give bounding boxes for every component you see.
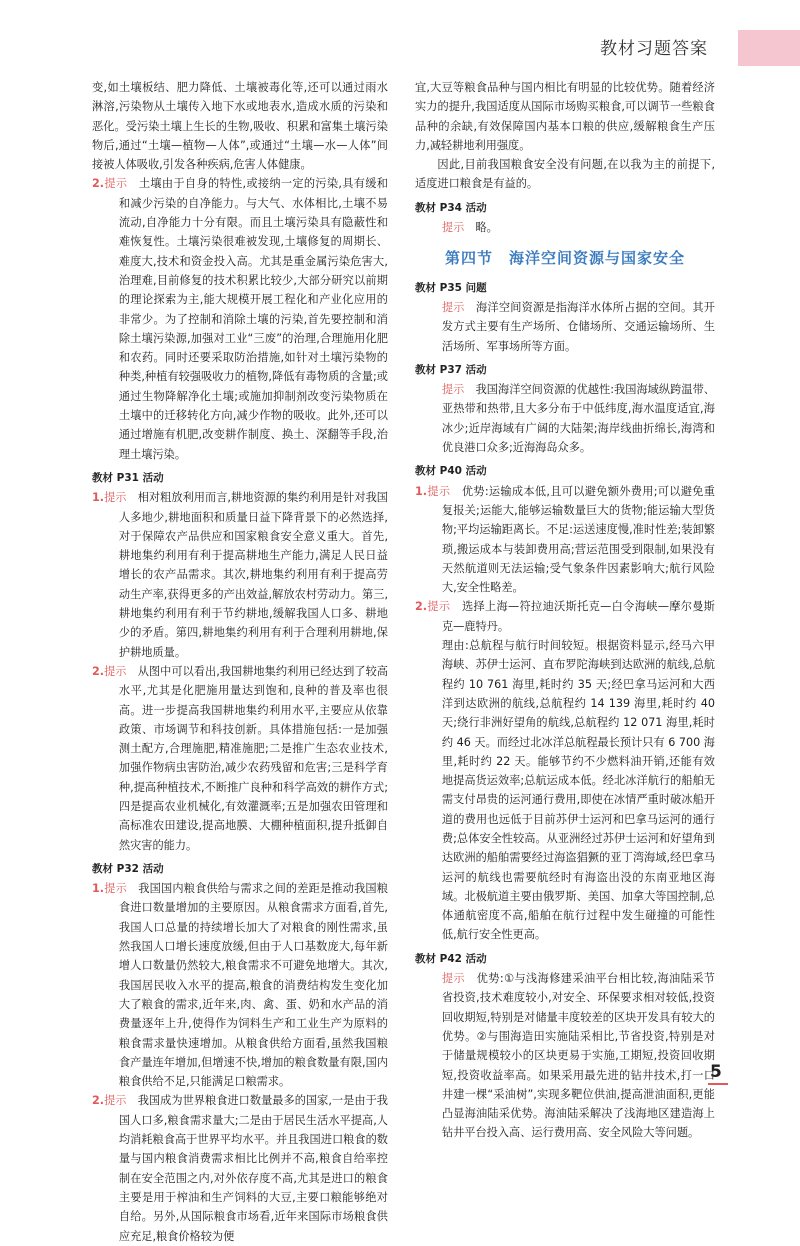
tip-label: 提示 — [427, 484, 451, 498]
tip-label: 提示 — [104, 1094, 127, 1108]
paragraph: 宜,大豆等粮食品种与国内相比有明显的比较优势。随着经济实力的提升,我国适度从国际市场购买粮食,可以调节一些粮食品种的余缺,有效保障国内基本口粮的供应,缓解粮食生产压力,减轻耕地利用强度。 — [415, 81, 715, 152]
section-heading: 教材 P35 问题 — [415, 281, 487, 294]
tip-label: 提示 — [441, 383, 465, 397]
answer-item — [415, 597, 715, 636]
answer-item — [415, 298, 715, 356]
section-heading: 教材 P37 活动 — [415, 363, 487, 376]
tip-label: 提示 — [441, 221, 465, 235]
answer-text: 土壤由于自身的特性,或接纳一定的污染,具有缓和和减少污染的自净能力。与大气、水体相比,土壤不易流动,自净能力十分有限。而且土壤污染具有隐蔽性和难恢复性。土壤污染很难被发现,土壤修复的周期长、难度大,技术和资金投入高。尤其是重金属污染危害大,治理难,目前修复的技术积累比较少,大部分研究以前期的理论探索为主,能大规模开展工程化和产业化应用的非常少。为了控制和消除土壤的污染,首先要控制和消除土壤污染源,加强对工业“三废”的治理,合理施用化肥和农药。同时还要采取防治措施,如针对土壤污染物的种类,种植有较强吸收力的植物,降低有毒物质的含量;或通过生物降解净化土壤;或施加抑制剂改变污染物质在土壤中的迁移转化方向,减少作物的吸收。此外,还可以通过增施有机肥,改变耕作制度、换土、深翻等手段,治理土壤污染。 — [118, 177, 388, 461]
left-column — [92, 78, 388, 1246]
item-number: 1. — [415, 484, 428, 498]
item-number: 2. — [92, 1094, 105, 1108]
answer-item — [92, 879, 388, 1091]
paragraph: 变,如土壤板结、肥力降低、土壤被毒化等,还可以通过雨水淋溶,污染物从土壤传入地下水或地表水,造成水质的污染和恶化。受污染土壤上生长的生物,吸收、积累和富集土壤污染物后,通过“土壤—植物—人体”,或通过“土壤—水—人体”间接被人体吸收,引发各种疾病,危害人体健康。 — [92, 81, 388, 172]
answer-text: 我国国内粮食供给与需求之间的差距是推动我国粮食进口数量增加的主要原因。从粮食需求方面看,首先,我国人口总量的持续增长加大了对粮食的刚性需求,虽然我国人口增长速度放缓,但由于人口基数庞大,每年新增人口数量仍然较大,粮食需求不可避免地增大。其次,我国居民收入水平的提高,粮食的消费结构发生变化加大了粮食的需求,近年来,肉、禽、蛋、奶和水产品的消费量逐年上升,使得作为饲料生产和工业生产为原料的粮食需求量快速增加。从粮食供给方面看,虽然我国粮食产量连年增加,但增速不快,增加的粮食数量有限,国内粮食供给不足,只能满足口粮需求。 — [118, 882, 388, 1089]
item-number: 1. — [92, 491, 105, 505]
section-heading: 教材 P40 活动 — [415, 465, 487, 478]
tip-label: 提示 — [104, 491, 127, 505]
answer-item — [92, 662, 388, 855]
answer-reason: 理由:总航程与航行时间较短。根据资料显示,经马六甲海峡、苏伊士运河、直布罗陀海峡到达欧洲的航线,总航程约 10 761 海里,耗时约 35 天;经巴拿马运河和大西洋到达欧洲的航线,总航程约 14 139 海里,耗时约 40 天;绕行非洲好望角的航线,总航程约 12 071 海里,耗时约 46 天。而经过北冰洋总航程最长预计只有 6 700 海里,耗时约 22 天。能够节约不少燃料油开销,还能有效地提高货运效率;总航运成本低。经北冰洋航行的船舶无需支付昂贵的运河通行费用,即使在冰情严重时破冰船开道的费用也远低于目前苏伊士运河和巴拿马运河的通行费;总体安全性较高。从亚洲经过苏伊士运河和好望角到达欧洲的船舶需要经过海盗猖獗的亚丁湾海域,经巴拿马运河的航线也需要航经时有海盗出没的东南亚地区海域。北极航道主要由俄罗斯、美国、加拿大等国控制,总体通航密度不高,船舶在航行过程中发生碰撞的可能性低,航行安全性更高。 — [441, 639, 715, 942]
answer-text: 从图中可以看出,我国耕地集约利用已经达到了较高水平,尤其是化肥施用量达到饱和,良种的普及率也很高。进一步提高我国耕地集约利用水平,主要应从依靠政策、市场调节和科技创新。具体措施包括:一是加强测土配方,合理施肥,精准施肥;二是推广生态农业技术,加强作物病虫害防治,减少农药残留和危害;三是科学育种,提高种植技术,不断推广良种和科学高效的耕作方式;四是提高农业机械化,有效灌溉率;五是加强农田管理和高标准农田建设,提高地膜、大棚种植面积,提升抵御自然灾害的能力。 — [118, 664, 388, 852]
tip-label: 提示 — [104, 882, 127, 896]
answer-text: 优势:运输成本低,且可以避免额外费用;可以避免重复报关;运能大,能够运输数量巨大的货物;能运输大型货物;平均运输距离长。不足:运送速度慢,准时性差;装卸繁琐,搬运成本与装卸费用高;营运范围受到限制,如果没有天然航道则无法运输;受气象条件因素影响大;航行风险大,安全性略差。 — [441, 484, 715, 595]
tip-label: 提示 — [427, 600, 451, 614]
tip-label: 提示 — [104, 177, 128, 191]
answer-text: 选择上海—符拉迪沃斯托克—白令海峡—摩尔曼斯克—鹿特丹。 — [441, 600, 715, 633]
answer-text: 相对粗放利用而言,耕地资源的集约利用是针对我国人多地少,耕地面积和质量日益下降背景下的必然选择,对于保障农产品供应和国家粮食安全意义重大。首先,耕地集约利用有利于提高耕地生产能力,满足人民日益增长的农产品需求。其次,耕地集约利用有利于提高劳动生产率,获得更多的产出效益,解放农村劳动力。第三,耕地集约利用有利于节约耕地,缓解我国人口多、耕地少的矛盾。第四,耕地集约利用有利于合理利用耕地,保护耕地质量。 — [118, 491, 388, 659]
answer-text: 海洋空间资源是指海洋水体所占据的空间。其开发方式主要有生产场所、仓储场所、交通运输场所、生活场所、军事场所等方面。 — [441, 300, 715, 353]
tip-label: 提示 — [104, 664, 127, 678]
answer-item — [92, 488, 388, 662]
section-heading: 教材 P32 活动 — [92, 862, 164, 875]
answer-item — [92, 1091, 388, 1245]
item-number: 1. — [92, 882, 105, 896]
tip-label: 提示 — [441, 972, 466, 986]
item-number: 2. — [415, 600, 428, 614]
page-number: 5 — [710, 1062, 722, 1082]
right-column — [415, 78, 715, 1143]
answer-item — [415, 969, 715, 1143]
answer-item — [415, 218, 715, 237]
header-title: 教材习题答案 — [600, 39, 708, 59]
answer-item — [415, 380, 715, 457]
answer-text: 我国海洋空间资源的优越性:我国海域纵跨温带、亚热带和热带,且大多分布于中低纬度,海水温度适宜,海冰少;近岸海域有广阔的大陆架;海岸线曲折绵长,海湾和优良港口众多;近海海岛众多。 — [441, 383, 715, 455]
header-tab-decoration — [738, 30, 800, 66]
answer-text: 略。 — [475, 221, 498, 235]
section-heading: 教材 P31 活动 — [92, 471, 164, 484]
section-heading: 教材 P42 活动 — [415, 952, 487, 965]
item-number: 2. — [92, 177, 105, 191]
tip-label: 提示 — [441, 300, 465, 314]
section-heading: 教材 P34 活动 — [415, 201, 487, 214]
answer-text: 我国成为世界粮食进口数量最多的国家,一是由于我国人口多,粮食需求量大;二是由于居民生活水平提高,人均消耗粮食高于世界平均水平。并且我国进口粮食的数量与国内粮食消费需求相比比例并不高,粮食自给率控制在安全范围之内,对外依存度不高,尤其是进口的粮食主要是用于榨油和生产饲料的大豆,主要口粮能够绝对自给。另外,从国际粮食市场看,近年来国际市场粮食供应充足,粮食价格较为便 — [118, 1094, 388, 1243]
paragraph: 因此,目前我国粮食安全没有问题,在以我为主的前提下,适度进口粮食是有益的。 — [415, 158, 715, 191]
answer-item — [415, 482, 715, 598]
answer-text: 优势:①与浅海修建采油平台相比较,海油陆采节省投资,技术难度较小,对安全、环保要求相对较低,投资回收期短,特别是对储量丰度较差的区块开发具有较大的优势。②与围海造田实施陆采相比,节省投资,特别是对于储量规模较小的区块更易于实施,工期短,投资回收期短,投资收益率高。如果采用最先进的钻井技术,打一口井建一棵“采油树”,实现多靶位供油,提高泄油面积,更能凸显海油陆采优势。海油陆采解决了浅海地区建造海上钻井平台投入高、运行费用高、安全风险大等问题。 — [441, 972, 715, 1140]
chapter-title: 第四节 海洋空间资源与国家安全 — [444, 249, 685, 268]
item-number: 2. — [92, 664, 105, 678]
answer-item — [92, 174, 388, 463]
page-number-underline — [708, 1083, 728, 1085]
